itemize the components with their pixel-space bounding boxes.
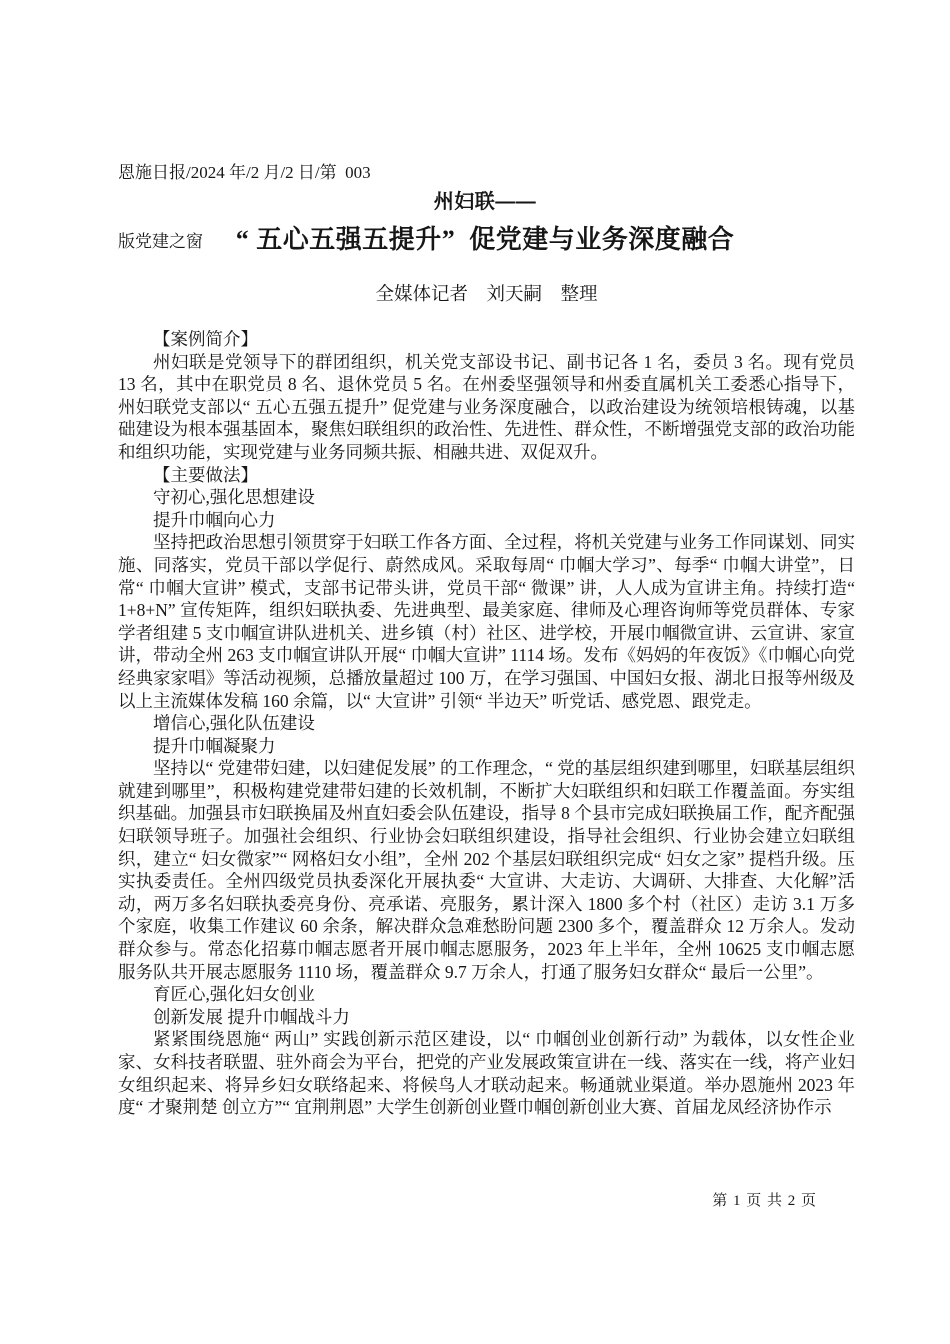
paragraph: 州妇联是党领导下的群团组织，机关党支部设书记、副书记各 1 名，委员 3 名。现有党员 13 名，其中在职党员 8 名、退休党员 5 名。在州委坚强领导和州委直属机关工委悉心指导下，州妇联党支部以“ 五心五强五提升” 促党建与业务深度融合，以政治建设为统领培根铸魂，以基础建设为根本强基固本，聚焦妇联组织的政治性、先进性、群众性，不断增强党支部的政治功能和组织功能，实现党建与业务同频共振、相融共进、双促双升。	[118, 351, 860, 462]
section-label: 【主要做法】	[153, 464, 258, 485]
header-line-2: 版党建之窗	[118, 232, 203, 251]
paragraph: 坚持把政治思想引领贯穿于妇联工作各方面、全过程，将机关党建与业务工作同谋划、同实施、同落实，党员干部以学促行、蔚然成风。采取每周“ 巾帼大学习”、每季“ 巾帼大讲堂”，日常“ 巾帼大宣讲” 模式，支部书记带头讲，党员干部“ 微课” 讲，人人成为宣讲主角。持续打造“ 1+8+N” 宣传矩阵，组织妇联执委、先进典型、最美家庭、律师及心理咨询师等党员群体、专家学者组建 5 支巾帼宣讲队进机关、进乡镇（村）社区、进学校，开展巾帼微宣讲、云宣讲、家宣讲，带动全州 263 支巾帼宣讲队开展“ 巾帼大宣讲” 1114 场。发布《妈妈的年夜饭》《巾帼心向党 经典家家唱》等活动视频，总播放量超过 100 万，在学习强国、中国妇女报、湖北日报等州级及以上主流媒体发稿 160 余篇，以“ 大宣讲” 引领“ 半边天” 听党话、感党恩、跟党走。	[118, 532, 860, 711]
header-line-1: 恩施日报/2024 年/2 月/2 日/第 003	[118, 163, 371, 182]
article-title: “ 五心五强五提升” 促党建与业务深度融合	[235, 225, 735, 254]
article-kicker: 州妇联——	[433, 191, 537, 213]
section-subhead: 提升巾帼凝聚力	[153, 735, 276, 756]
section-subhead: 守初心,强化思想建设	[153, 487, 315, 508]
section-subhead: 育匠心,强化妇女创业	[153, 984, 315, 1005]
section-subhead: 创新发展 提升巾帼战斗力	[153, 1006, 350, 1027]
paragraph: 坚持以“ 党建带妇建，以妇建促发展” 的工作理念，“ 党的基层组织建到哪里，妇联基层组织就建到哪里”，积极构建党建带妇建的长效机制，不断扩大妇联组织和妇联工作覆盖面。夯实组织基础。加强县市妇联换届及州直妇委会队伍建设，指导 8 个县市完成妇联换届工作，配齐配强妇联领导班子。加强社会组织、行业协会妇联组织建设，指导社会组织、行业协会建立妇联组织，建立“ 妇女微家”“ 网格妇女小组”，全州 202 个基层妇联组织完成“ 妇女之家” 提档升级。压实执委责任。全州四级党员执委深化开展执委“ 大宣讲、大走访、大调研、大排查、大化解”活动，两万多名妇联执委亮身份、亮承诺、亮服务，累计深入 1800 多个村（社区）走访 3.1 万多个家庭，收集工作建议 60 余条，解决群众急难愁盼问题 2300 多个，覆盖群众 12 万余人。发动群众参与。常态化招募巾帼志愿者开展巾帼志愿服务，2023 年上半年，全州 10625 支巾帼志愿服务队共开展志愿服务 1110 场，覆盖群众 9.7 万余人，打通了服务妇女群众“ 最后一公里”。	[118, 758, 855, 982]
page-number: 第 1 页 共 2 页	[712, 1193, 817, 1209]
article-byline: 全媒体记者 刘天嗣 整理	[375, 285, 598, 305]
section-subhead: 提升巾帼向心力	[153, 509, 276, 530]
section-label: 【案例简介】	[153, 329, 258, 349]
article-body	[118, 328, 860, 1119]
section-subhead: 增信心,强化队伍建设	[153, 713, 315, 734]
paragraph: 紧紧围绕恩施“ 两山” 实践创新示范区建设，以“ 巾帼创业创新行动” 为载体，以女性企业家、女科技者联盟、驻外商会为平台，把党的产业发展政策宣讲在一线、落实在一线，将产业妇女组织起来、将异乡妇女联络起来、将候鸟人才联动起来。畅通就业渠道。举办恩施州 2023 年度“ 才聚荆楚 创立方”“ 宜荆荆恩” 大学生创新创业暨巾帼创新创业大赛、首届龙凤经济协作示	[118, 1029, 855, 1118]
